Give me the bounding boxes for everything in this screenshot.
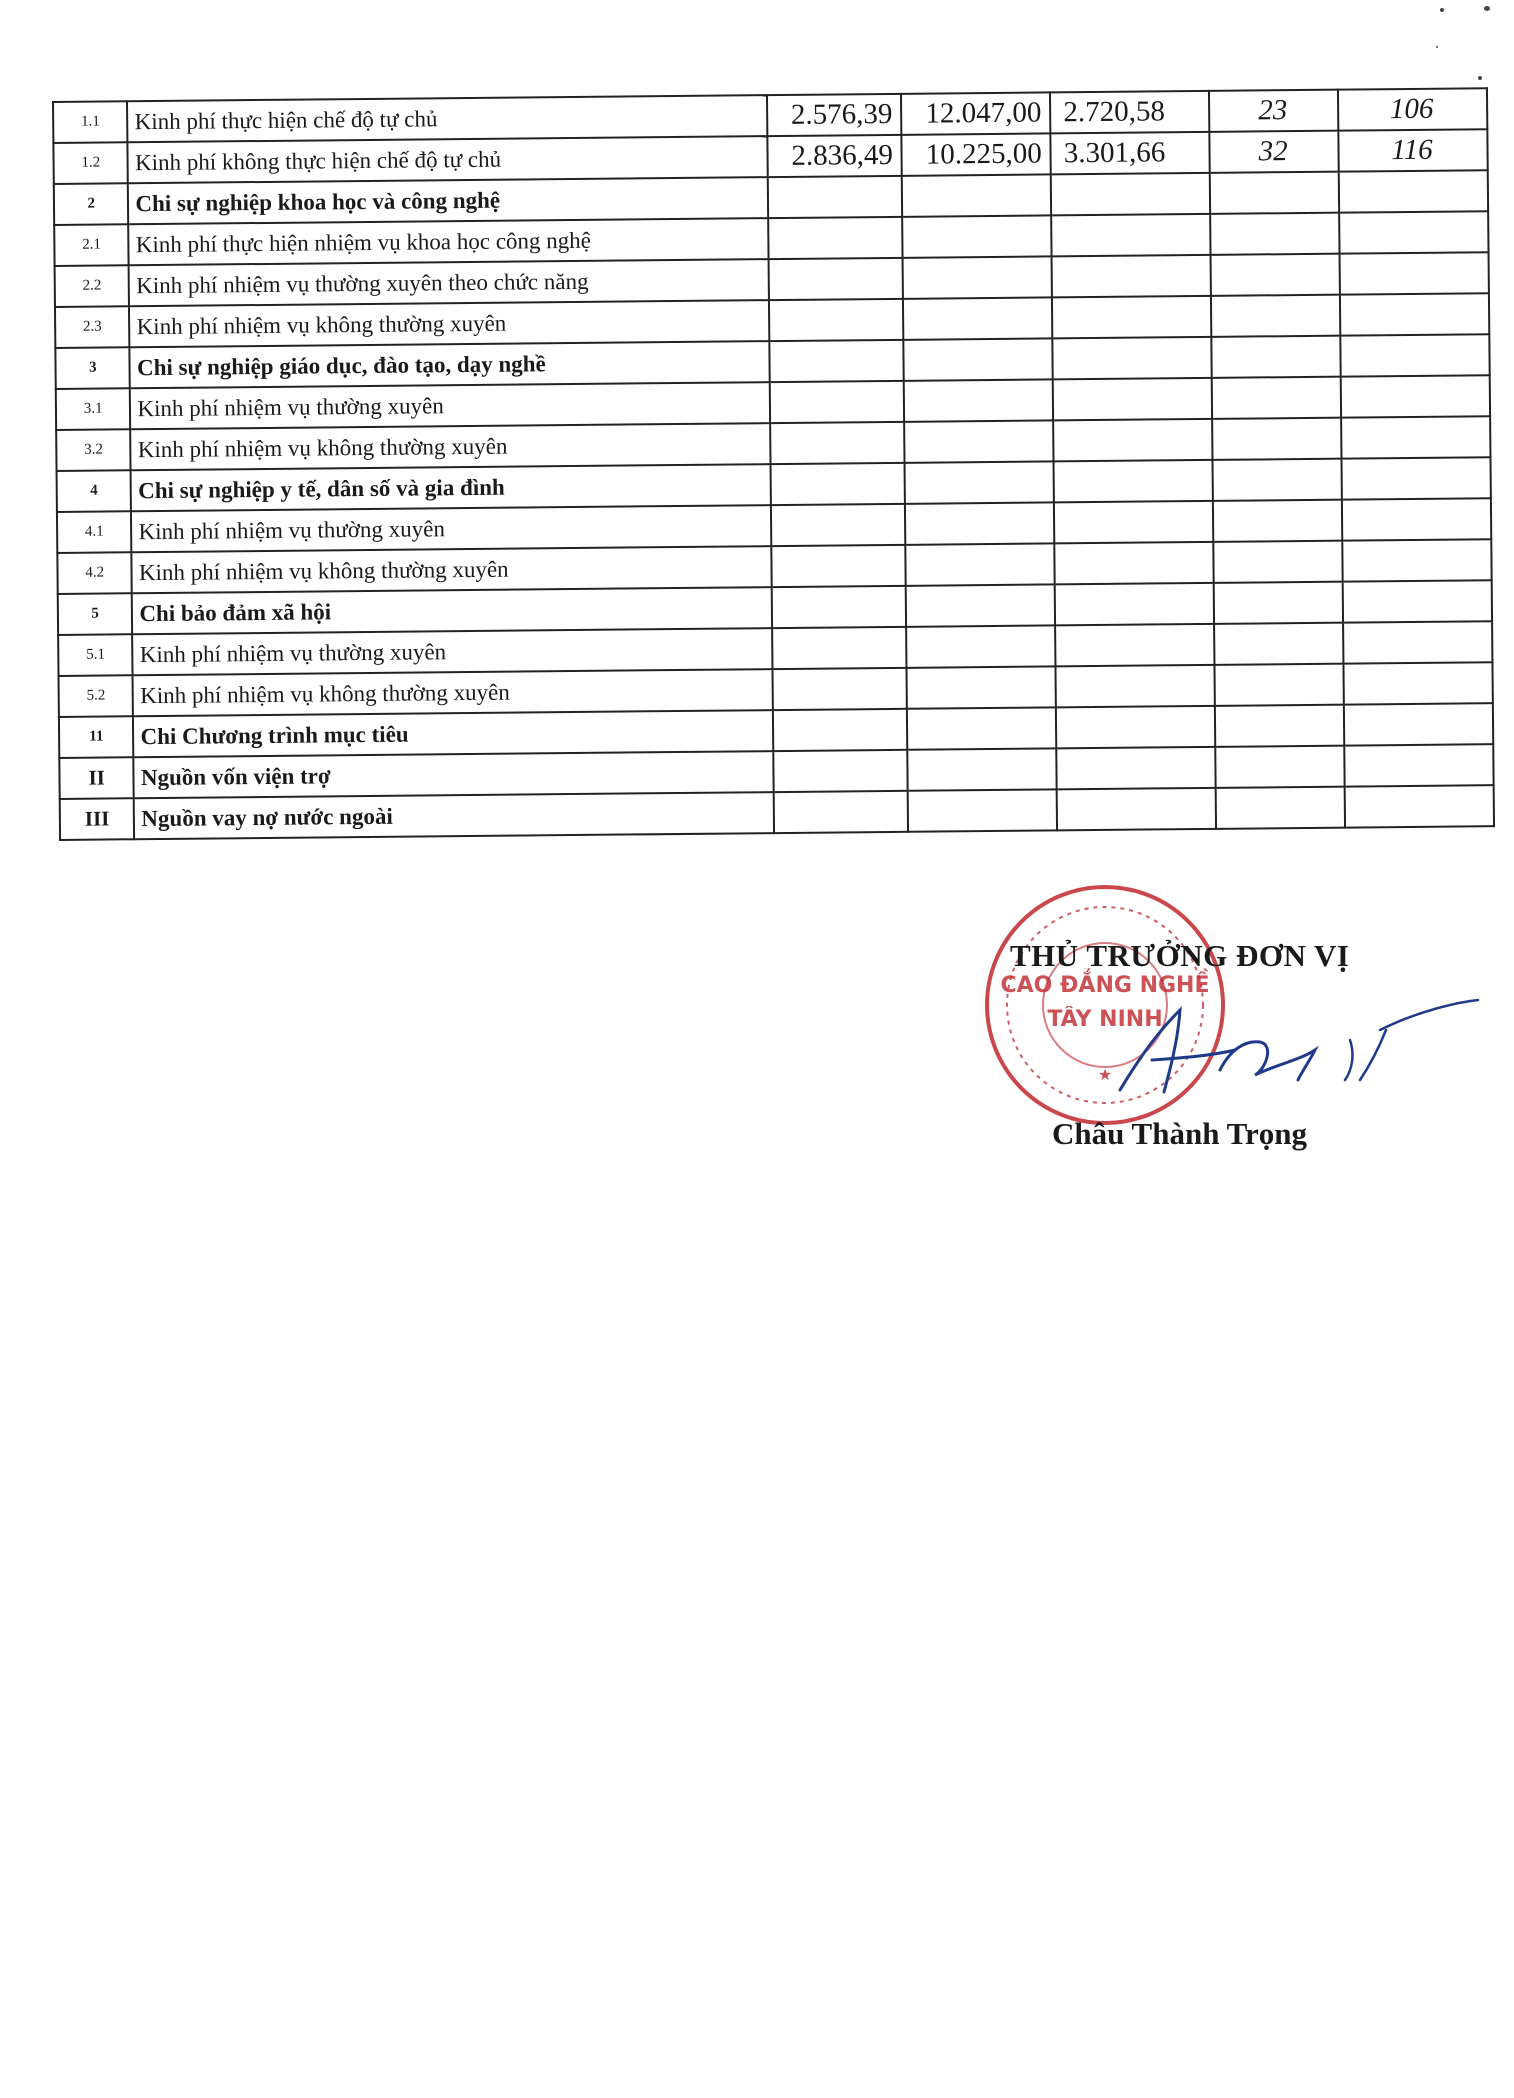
value-cell-v2 [908,748,1057,790]
value-cell-v1: 2.836,49 [768,135,902,177]
value-cell-v2 [906,584,1055,626]
value-cell-v5 [1341,416,1490,458]
value-cell-v4 [1213,500,1342,542]
value-cell-v2 [904,420,1053,462]
scan-speck [1440,8,1444,12]
value-cell-v3 [1054,501,1213,544]
handwritten-signature-icon [1060,980,1480,1110]
value-cell-v3 [1056,706,1215,749]
row-label-cell: Kinh phí nhiệm vụ thường xuyên theo chức năng [129,259,769,306]
row-label-cell: Kinh phí nhiệm vụ thường xuyên [130,382,770,429]
value-cell-v3 [1052,255,1211,298]
row-number-cell: 5 [58,593,133,635]
value-cell-v2 [906,543,1055,585]
row-number-cell: 3.1 [56,388,131,430]
row-label-cell: Nguồn vốn viện trợ [134,751,774,798]
row-number-cell: 2.2 [55,265,130,307]
value-cell-v3 [1055,624,1214,667]
row-number-cell: 5.2 [59,675,134,717]
value-cell-v4 [1215,746,1344,788]
value-cell-v2: 12.047,00 [901,92,1050,134]
value-cell-v5 [1343,662,1492,704]
value-cell-v2 [905,502,1054,544]
value-cell-v4 [1213,459,1342,501]
row-number-cell: III [60,798,135,840]
signature-block [980,880,1500,1180]
row-label-cell: Kinh phí nhiệm vụ không thường xuyên [131,423,771,470]
row-number-cell: 3.2 [56,429,131,471]
value-cell-v2 [904,338,1053,380]
value-cell-v4 [1216,787,1345,829]
value-cell-v3 [1051,214,1210,257]
value-cell-v4 [1210,213,1339,255]
signatory-title: THỦ TRƯỞNG ĐƠN VỊ [1010,938,1350,973]
value-cell-v1 [769,258,903,300]
value-cell-v3: 3.301,66 [1051,132,1210,175]
signatory-name: Châu Thành Trọng [1052,1116,1308,1151]
value-cell-v5 [1340,293,1489,335]
value-cell-v5: 116 [1338,129,1487,171]
value-cell-v2: 10.225,00 [902,133,1051,175]
budget-table-body [53,88,1494,840]
value-cell-v1 [771,422,905,464]
value-cell-v2 [905,461,1054,503]
value-cell-v5 [1344,744,1493,786]
row-label-cell: Kinh phí nhiệm vụ thường xuyên [131,505,771,552]
value-cell-v5 [1339,211,1488,253]
seal-line-1: CAO ĐẲNG NGHỀ [1000,973,1210,998]
row-number-cell: 1.1 [53,101,128,143]
value-cell-v4 [1210,172,1339,214]
value-cell-v4 [1214,623,1343,665]
value-cell-v1 [769,217,903,259]
row-label-cell: Kinh phí nhiệm vụ không thường xuyên [132,546,772,593]
value-cell-v1 [768,176,902,218]
row-number-cell: 11 [59,716,134,758]
value-cell-v1 [774,791,908,833]
value-cell-v1 [773,709,907,751]
row-label-cell: Kinh phí nhiệm vụ thường xuyên [133,628,773,675]
row-number-cell: 2.3 [55,306,130,348]
value-cell-v2 [903,256,1052,298]
value-cell-v1 [772,545,906,587]
row-label-cell: Chi sự nghiệp giáo dục, đào tạo, dạy nghề [130,341,770,388]
value-cell-v2 [903,297,1052,339]
value-cell-v3 [1052,296,1211,339]
value-cell-v5 [1341,375,1490,417]
row-label-cell: Chi sự nghiệp y tế, dân số và gia đình [131,464,771,511]
row-number-cell: 1.2 [53,142,128,184]
row-label-cell: Chi Chương trình mục tiêu [133,710,773,757]
value-cell-v4 [1211,254,1340,296]
value-cell-v3 [1053,419,1212,462]
row-number-cell: II [59,757,134,799]
value-cell-v3 [1054,460,1213,503]
row-number-cell: 2 [54,183,129,225]
value-cell-v4: 23 [1209,90,1338,132]
value-cell-v4: 32 [1210,131,1339,173]
value-cell-v5 [1342,539,1491,581]
value-cell-v2 [902,215,1051,257]
value-cell-v4 [1214,582,1343,624]
value-cell-v1 [770,381,904,423]
row-label-cell: Kinh phí nhiệm vụ không thường xuyên [129,300,769,347]
value-cell-v5 [1343,621,1492,663]
value-cell-v3 [1053,378,1212,421]
value-cell-v1 [774,750,908,792]
seal-line-2: TÂY NINH [1047,1007,1163,1032]
value-cell-v2 [907,666,1056,708]
value-cell-v2 [902,174,1051,216]
value-cell-v1 [769,299,903,341]
value-cell-v5 [1345,785,1494,827]
value-cell-v4 [1212,418,1341,460]
value-cell-v2 [907,707,1056,749]
value-cell-v1 [770,340,904,382]
value-cell-v3 [1051,173,1210,216]
value-cell-v5 [1339,170,1488,212]
value-cell-v1 [773,627,907,669]
value-cell-v5 [1343,580,1492,622]
value-cell-v1 [771,463,905,505]
row-label-cell: Kinh phí không thực hiện chế độ tự chủ [128,136,768,183]
value-cell-v3 [1056,665,1215,708]
row-label-cell: Kinh phí thực hiện nhiệm vụ khoa học công nghệ [129,218,769,265]
row-number-cell: 4.2 [57,552,132,594]
value-cell-v5 [1342,498,1491,540]
value-cell-v4 [1213,541,1342,583]
value-cell-v3 [1056,747,1215,790]
row-number-cell: 4 [57,470,132,512]
row-label-cell: Chi sự nghiệp khoa học và công nghệ [128,177,768,224]
scan-speck [1484,6,1490,11]
scan-speck [1436,46,1438,48]
value-cell-v1: 2.576,39 [767,94,901,136]
row-label-cell: Kinh phí nhiệm vụ không thường xuyên [133,669,773,716]
row-label-cell: Kinh phí thực hiện chế độ tự chủ [127,95,767,142]
value-cell-v4 [1211,295,1340,337]
value-cell-v2 [906,625,1055,667]
value-cell-v2 [904,379,1053,421]
value-cell-v3 [1057,788,1216,831]
scan-speck [1478,76,1482,80]
value-cell-v5 [1344,703,1493,745]
budget-table [52,87,1495,841]
value-cell-v3: 2.720,58 [1050,91,1209,134]
value-cell-v5 [1341,457,1490,499]
value-cell-v1 [771,504,905,546]
value-cell-v2 [908,789,1057,831]
value-cell-v1 [772,586,906,628]
row-number-cell: 2.1 [54,224,129,266]
value-cell-v1 [773,668,907,710]
value-cell-v4 [1215,664,1344,706]
value-cell-v3 [1053,337,1212,380]
value-cell-v4 [1212,377,1341,419]
value-cell-v4 [1212,336,1341,378]
value-cell-v4 [1215,705,1344,747]
value-cell-v5: 106 [1338,88,1487,130]
value-cell-v3 [1055,542,1214,585]
row-number-cell: 5.1 [58,634,133,676]
row-label-cell: Nguồn vay nợ nước ngoài [134,792,774,839]
row-number-cell: 4.1 [57,511,132,553]
row-label-cell: Chi bảo đảm xã hội [132,587,772,634]
value-cell-v3 [1055,583,1214,626]
value-cell-v5 [1340,334,1489,376]
value-cell-v5 [1340,252,1489,294]
svg-text:★: ★ [1097,1067,1113,1084]
row-number-cell: 3 [55,347,130,389]
